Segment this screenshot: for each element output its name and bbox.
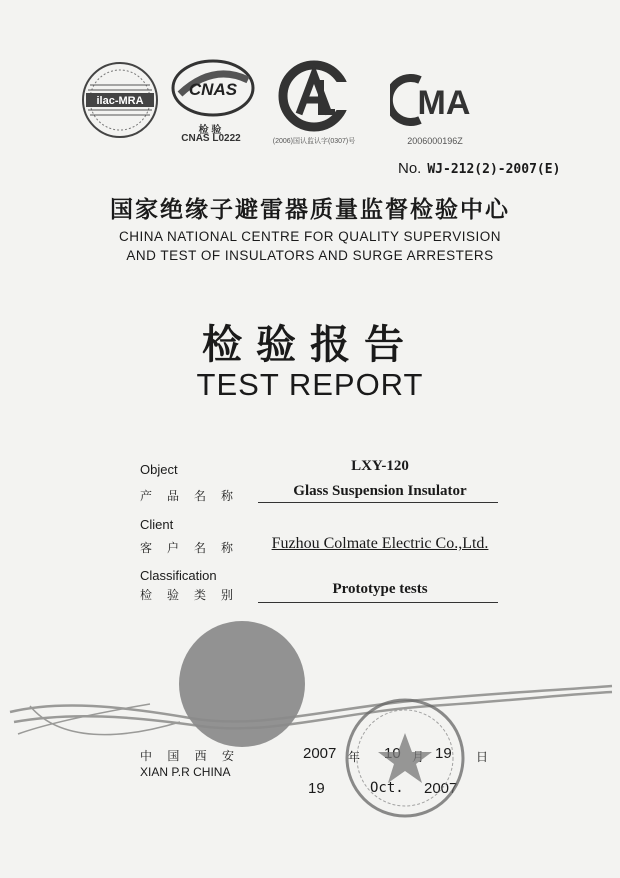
ilac-text: ilac-MRA — [96, 95, 144, 107]
location-en: XIAN P.R CHINA — [140, 765, 231, 779]
cma-text: MA — [417, 84, 471, 122]
object-value: Glass Suspension Insulator — [293, 483, 467, 499]
client-label-en: Client — [140, 517, 174, 532]
cnas-caption-cn: 检 验 — [198, 125, 222, 136]
date-year-cn: 年 — [348, 750, 361, 764]
location-cn: 中 国 西 安 — [140, 749, 241, 763]
date-day: 19 — [435, 745, 452, 762]
classification-label-en: Classification — [140, 568, 217, 583]
object-label-cn: 产品名称 — [140, 489, 249, 503]
client-value: Fuzhou Colmate Electric Co.,Ltd. — [271, 535, 489, 552]
cnas-text: CNAS — [188, 80, 238, 99]
date-en-year: 2007 — [424, 780, 458, 797]
report-title-cn: 检验报告 — [202, 321, 418, 368]
report-number-value: WJ-212(2)-2007(E) — [427, 162, 561, 177]
organization-name-cn: 国家绝缘子避雷器质量监督检验中心 — [110, 196, 510, 223]
cma-caption: 2006000196Z — [407, 136, 463, 146]
binding-string — [10, 686, 612, 735]
cnas-caption-en: CNAS L0222 — [181, 133, 241, 144]
report-title-en: TEST REPORT — [196, 367, 424, 402]
cal-caption: (2006)国认监认字(0307)号 — [272, 138, 356, 145]
organization-name-en-line1: CHINA NATIONAL CENTRE FOR QUALITY SUPERVISION — [118, 229, 502, 244]
report-number-label: No. — [398, 160, 422, 177]
gray-seal — [179, 621, 305, 747]
official-stamp — [347, 700, 463, 816]
organization-name-en-line2: AND TEST OF INSULATORS AND SURGE ARRESTERS — [126, 248, 494, 263]
date-day-cn: 日 — [476, 750, 489, 764]
object-model: LXY-120 — [351, 458, 409, 474]
classification-label-cn: 检验类别 — [140, 588, 249, 602]
classification-value: Prototype tests — [332, 581, 428, 597]
client-label-cn: 客户名称 — [140, 541, 249, 555]
date-year: 2007 — [303, 745, 337, 762]
date-en-month: Oct. — [370, 780, 404, 796]
object-label-en: Object — [140, 462, 178, 477]
date-en-day: 19 — [308, 780, 325, 797]
